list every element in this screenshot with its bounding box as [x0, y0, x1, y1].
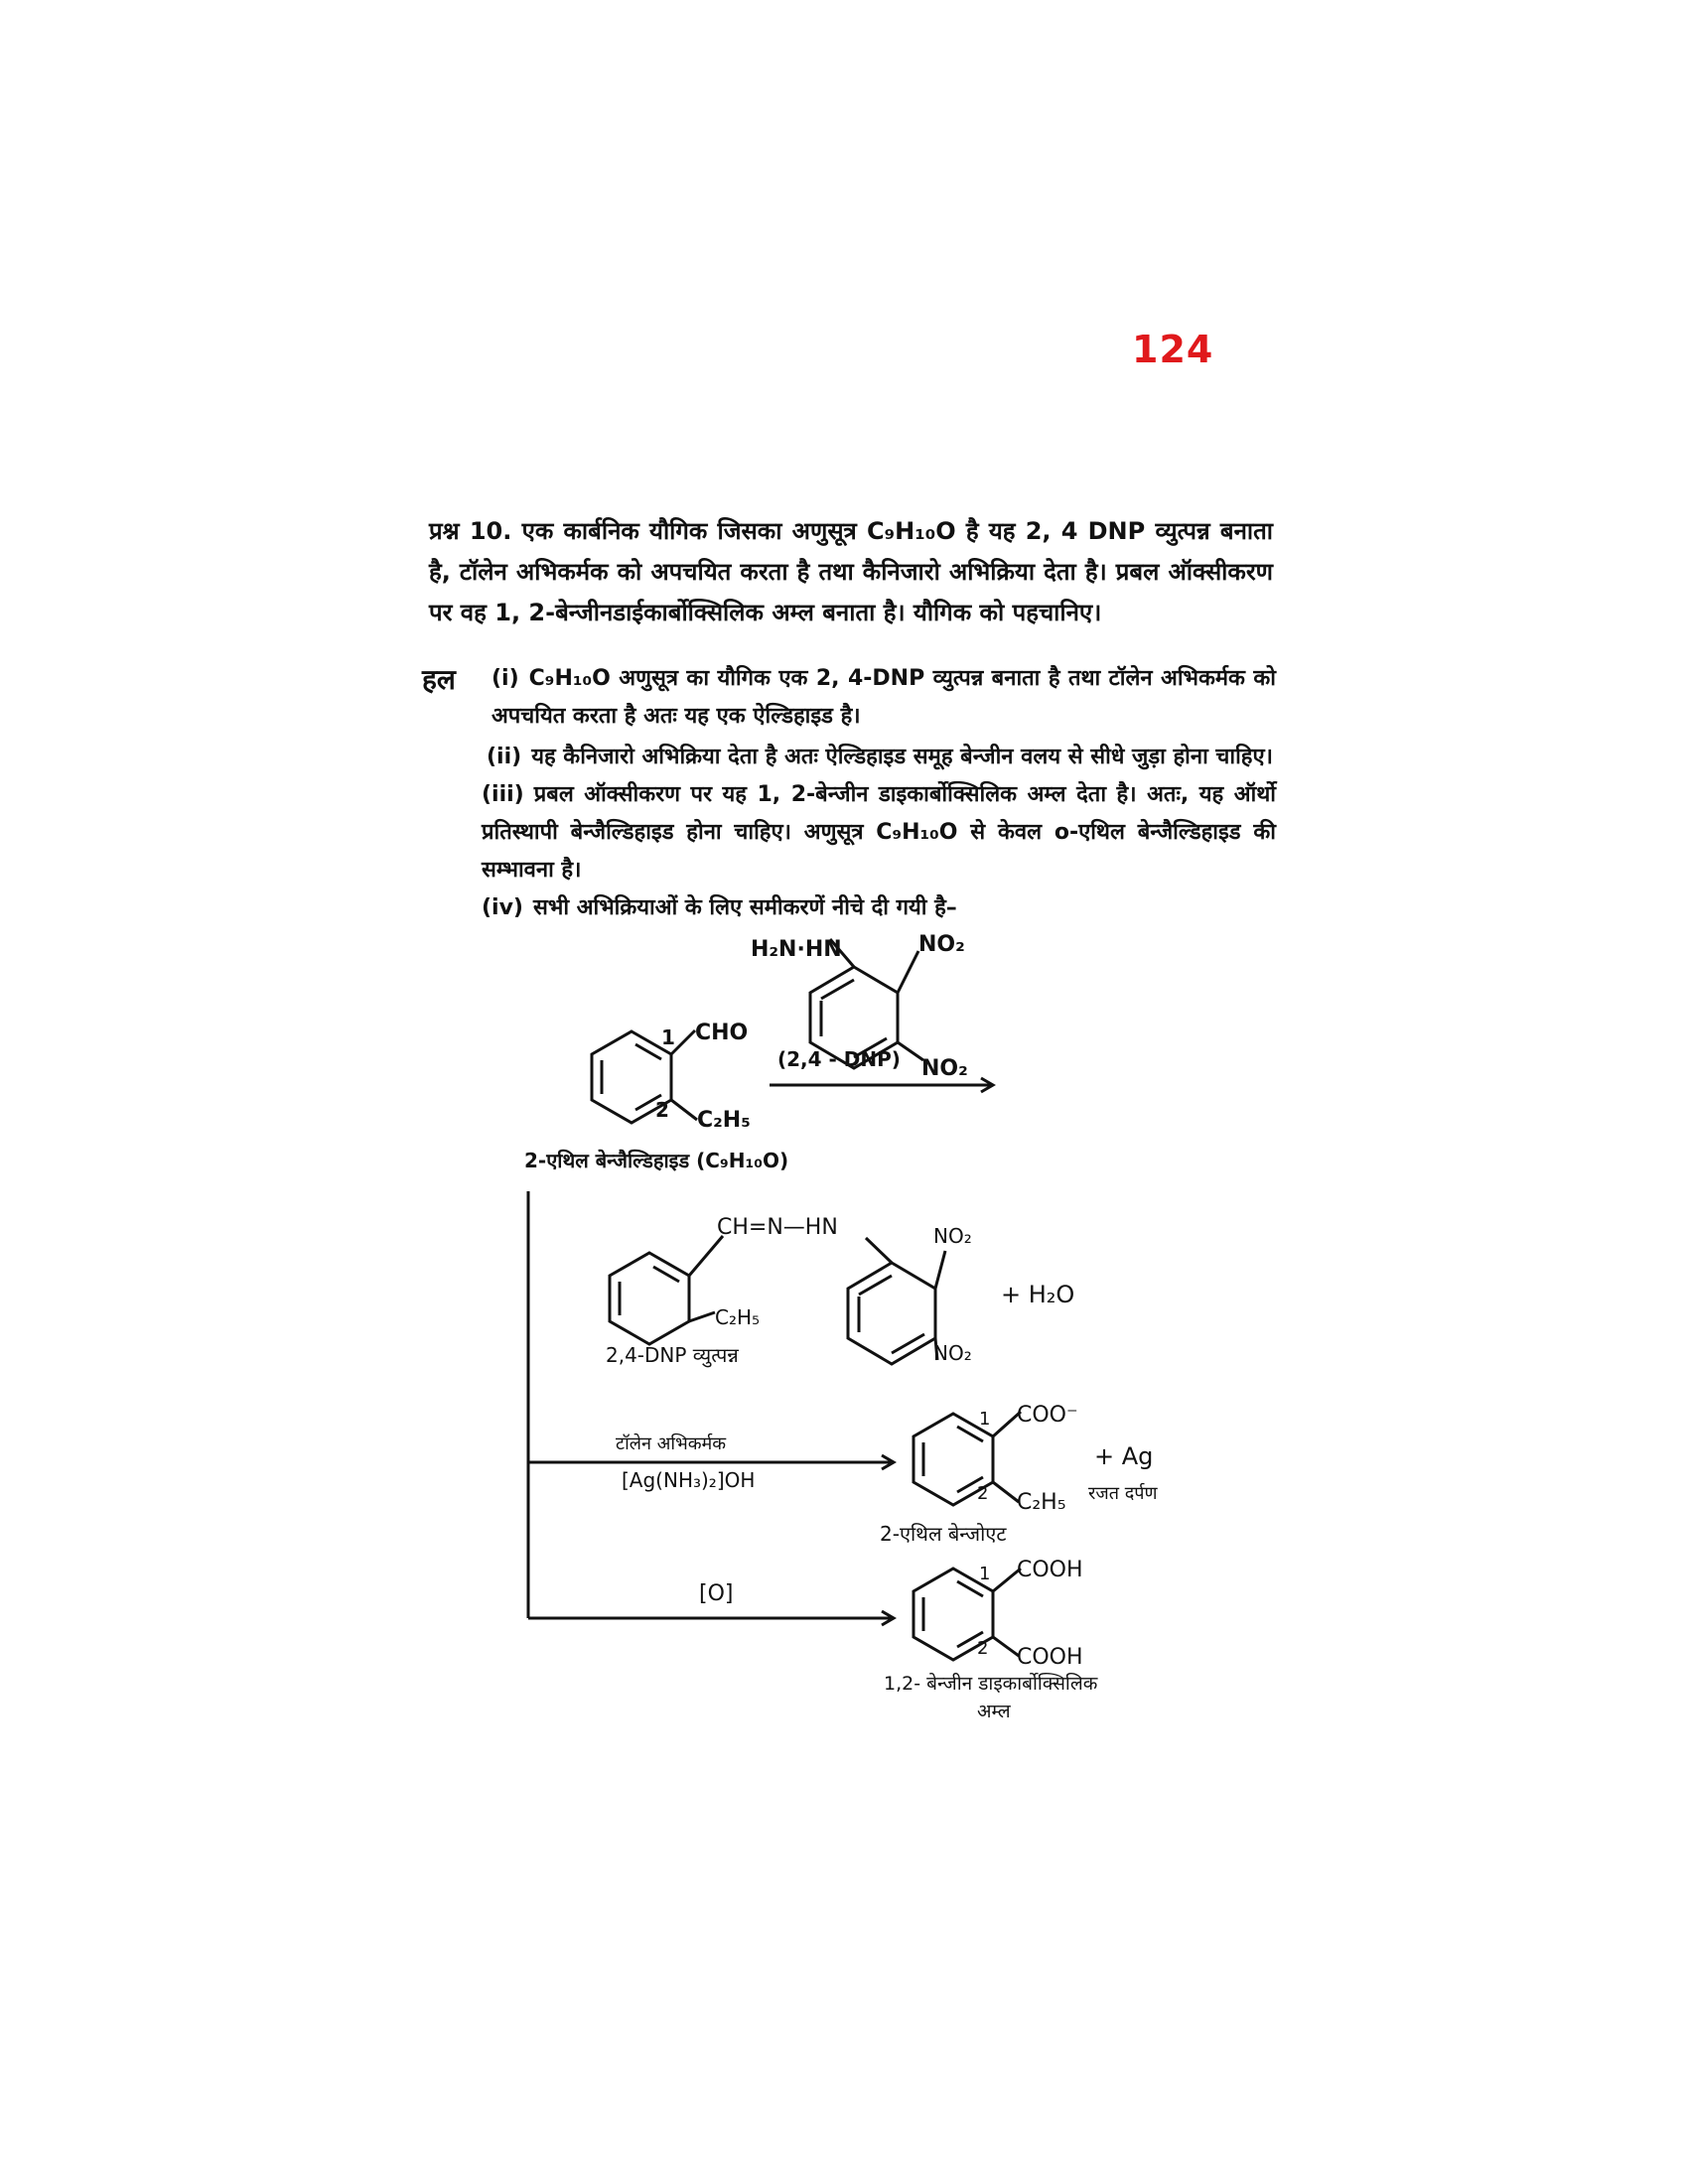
- plus-ag-label: + Ag: [1094, 1442, 1154, 1470]
- benzoate-pos1: 1: [979, 1409, 991, 1430]
- reagent-h2n-label: H₂N·HN: [751, 937, 842, 962]
- acid-pos2: 2: [977, 1638, 989, 1659]
- page-number: 124: [1132, 328, 1214, 371]
- item-number: (iv): [482, 895, 523, 920]
- dnp-product-name: 2,4-DNP व्युत्पन्न: [606, 1343, 739, 1367]
- item-text: प्रबल ऑक्सीकरण पर यह 1, 2-बेन्जीन डाइकार्बोक्सिलिक अम्ल देता है। अतः, यह ऑर्थो प्रतिस्थापी बेन्जैल्डिहाइड होना चाहिए। अणुसूत्र C₉H₁₀O से केवल o-एथिल बेन्जैल्डिहाइड की सम्भावना है।: [482, 782, 1276, 883]
- coo-label: COO⁻: [1017, 1403, 1078, 1428]
- item-number: (iii): [482, 782, 524, 807]
- tollens-label: टॉलेन अभिकर्मक: [616, 1433, 727, 1454]
- c2h5-label: C₂H₅: [697, 1108, 751, 1133]
- hydrazone-link-label: CH=N—HN: [717, 1215, 838, 1240]
- dnp-reagent-label: (2,4 - DNP): [777, 1047, 901, 1071]
- acid-pos1: 1: [979, 1564, 991, 1584]
- question-label: प्रश्न 10.: [429, 517, 512, 545]
- solution-label: हल: [422, 663, 456, 696]
- cooh-bottom-label: COOH: [1017, 1645, 1083, 1670]
- cooh-top-label: COOH: [1017, 1558, 1083, 1582]
- benzoate-pos2: 2: [977, 1483, 989, 1504]
- item-text: C₉H₁₀O अणुसूत्र का यौगिक एक 2, 4-DNP व्युत्पन्न बनाता है तथा टॉलेन अभिकर्मक को अपचयित करता है अतः यह एक ऐल्डिहाइड है।: [492, 666, 1276, 729]
- item-text: यह कैनिजारो अभिक्रिया देता है अतः ऐल्डिहाइड समूह बेन्जीन वलय से सीधे जुड़ा होना चाहिए।: [531, 745, 1273, 769]
- oxidant-label: [O]: [699, 1581, 734, 1606]
- start-compound-name: 2-एथिल बेन्जैल्डिहाइड (C₉H₁₀O): [524, 1149, 789, 1172]
- hydrazone-ring-1: [610, 1253, 689, 1344]
- pos2-label: 2: [655, 1098, 669, 1122]
- acid-name-line2: अम्ल: [977, 1701, 1011, 1722]
- cho-label: CHO: [695, 1021, 749, 1045]
- hydrazone-no2-bottom: NO₂: [933, 1341, 972, 1365]
- tollens-formula: [Ag(NH₃)₂]OH: [622, 1468, 756, 1492]
- question-text: एक कार्बनिक यौगिक जिसका अणुसूत्र C₉H₁₀O है यह 2, 4 DNP व्युत्पन्न बनाता है, टॉलेन अभिकर्मक को अपचयित करता है तथा कैनिजारो अभिक्रिया देता है। प्रबल ऑक्सीकरण पर वह 1, 2-बेन्जीनडाईकार्बोक्सिलिक अम्ल बनाता है। यौगिक को पहचानिए।: [429, 517, 1273, 626]
- item-number: (i): [492, 666, 519, 691]
- benzoate-c2h5: C₂H₅: [1017, 1490, 1066, 1515]
- silver-mirror-label: रजत दर्पण: [1088, 1483, 1158, 1504]
- hydrazone-ring-2: [848, 1263, 935, 1364]
- dnp-no2-top-label: NO₂: [918, 932, 965, 957]
- item-number: (ii): [487, 745, 522, 769]
- benzoate-name: 2-एथिल बेन्जोएट: [880, 1522, 1007, 1546]
- hydrazone-c2h5: C₂H₅: [715, 1305, 761, 1329]
- acid-name-line1: 1,2- बेन्जीन डाइकार्बोक्सिलिक: [884, 1673, 1098, 1695]
- item-text: सभी अभिक्रियाओं के लिए समीकरणें नीचे दी गयी है–: [533, 895, 957, 920]
- hydrazone-no2-top: NO₂: [933, 1224, 972, 1248]
- pos1-label: 1: [661, 1025, 675, 1049]
- plus-h2o-label: + H₂O: [1001, 1281, 1075, 1308]
- dnp-no2-bottom-label: NO₂: [921, 1056, 968, 1081]
